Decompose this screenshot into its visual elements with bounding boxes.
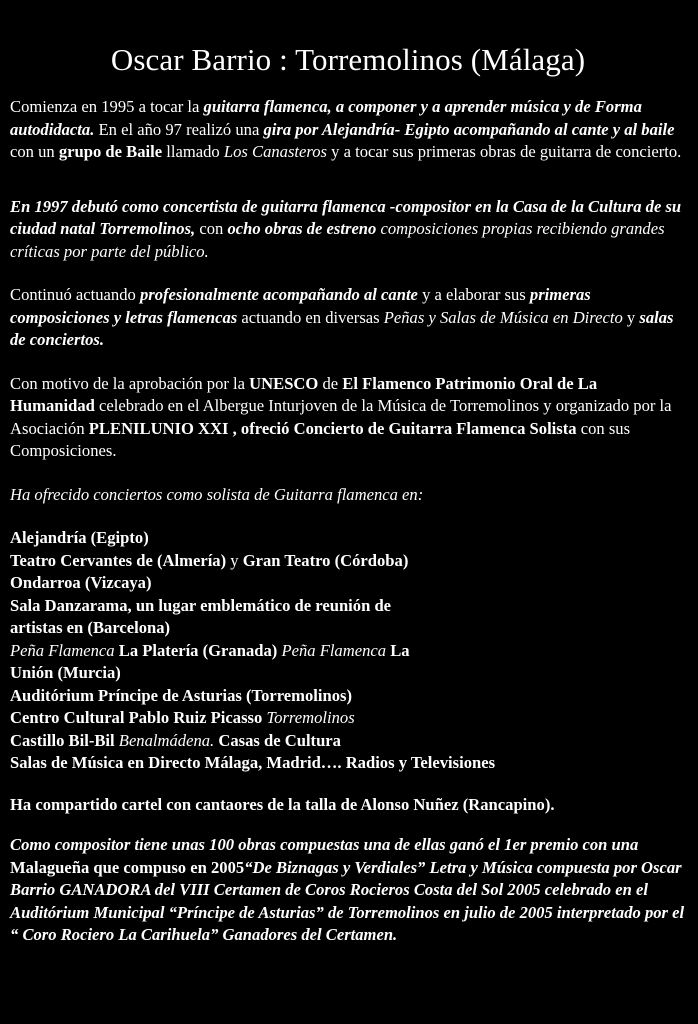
venue-name: Ondarroa (Vizcaya) bbox=[10, 573, 152, 592]
venue-name: Gran Teatro (Córdoba) bbox=[242, 550, 409, 570]
venue-line bbox=[10, 527, 686, 550]
paragraph-shared-bill bbox=[10, 794, 686, 817]
emphasis-span: El Flamenco Patrimonio Oral de La Humanidad bbox=[10, 373, 598, 415]
venue-name: Teatro Cervantes de (Almería) bbox=[10, 550, 227, 570]
venue-line bbox=[10, 595, 686, 618]
venue-line bbox=[10, 572, 686, 595]
emphasis-span: grupo de Baile bbox=[58, 142, 163, 161]
venue-name: Alejandría (Egipto) bbox=[10, 528, 149, 547]
biography-body bbox=[10, 96, 686, 947]
emphasis-span: UNESCO bbox=[249, 373, 319, 393]
venue-name: Sala Danzarama, un lugar emblemático de reunión de bbox=[10, 595, 392, 615]
venue-line bbox=[10, 662, 686, 685]
venue-name: La Platería (Granada) bbox=[118, 640, 278, 660]
venue-line bbox=[10, 707, 686, 730]
emphasis-span: Malagueña que compuso en 2005 bbox=[10, 857, 245, 877]
text-span: En el año 97 realizó una bbox=[94, 119, 264, 139]
emphasis-span: gira por Alejandría- Egipto acompañando al cante y al baile bbox=[263, 119, 675, 139]
paragraph-concerts-intro bbox=[10, 484, 686, 507]
venue-line bbox=[10, 730, 686, 753]
venue-line bbox=[10, 640, 686, 663]
emphasis-span: salas de conciertos. bbox=[10, 307, 674, 349]
text-span: con un bbox=[10, 142, 59, 161]
venue-line bbox=[10, 685, 686, 708]
italic-span: Benalmádena. bbox=[114, 730, 215, 750]
text-span: de bbox=[318, 373, 343, 393]
venue-name: Centro Cultural Pablo Ruiz Picasso bbox=[10, 708, 263, 727]
text-span: y a tocar sus primeras obras de guitarra de concierto. bbox=[327, 142, 682, 161]
text-span: y bbox=[226, 550, 243, 570]
paragraph-professional bbox=[10, 284, 686, 352]
venue-name: artistas en (Barcelona) bbox=[10, 618, 171, 637]
text-span: con bbox=[195, 219, 228, 238]
emphasis-span: primeras composiciones y letras flamencas bbox=[10, 285, 591, 327]
italic-span: Peña Flamenca bbox=[10, 640, 119, 660]
venue-name: La bbox=[390, 640, 410, 660]
paragraph-debut bbox=[10, 196, 686, 264]
venue-name: Casas de Cultura bbox=[214, 730, 341, 750]
text-span: y bbox=[622, 307, 640, 327]
emphasis-span: Los Canasteros bbox=[223, 142, 327, 161]
venue-line bbox=[10, 550, 686, 573]
text-span: y a elaborar sus bbox=[417, 285, 530, 304]
venue-name: Salas de Música en Directo Málaga, Madrid…. Radios y Televisiones bbox=[10, 753, 496, 772]
italic-span: Peñas y Salas de Música en Directo bbox=[383, 307, 623, 327]
italic-span: Ha ofrecido conciertos como solista de Guitarra flamenca en: bbox=[10, 484, 424, 504]
venue-line bbox=[10, 752, 686, 775]
paragraph-early-career bbox=[10, 96, 686, 164]
text-span: Con motivo de la aprobación por la bbox=[10, 373, 250, 393]
paragraph-composer bbox=[10, 834, 686, 947]
page-title: Oscar Barrio : Torremolinos (Málaga) bbox=[110, 42, 586, 77]
paragraph-unesco bbox=[10, 373, 686, 463]
text-span: Comienza en 1995 a tocar la bbox=[10, 97, 204, 116]
venues-list bbox=[10, 527, 686, 775]
venue-name: Castillo Bil-Bil bbox=[10, 730, 115, 750]
emphasis-span: profesionalmente acompañando al cante bbox=[139, 285, 418, 304]
emphasis-span: Como compositor tiene unas 100 obras compuestas una de ellas ganó el 1er premio con una bbox=[10, 835, 639, 854]
emphasis-span: PLENILUNIO XXI , ofreció Concierto de Guitarra Flamenca Solista bbox=[88, 418, 577, 438]
text-span: celebrado en el Albergue Inturjoven de la Música de Torremolinos y organizado por la Asociación bbox=[10, 396, 672, 438]
italic-span: composiciones propias recibiendo grandes críticas por parte del público. bbox=[10, 219, 665, 261]
emphasis-span: En 1997 debutó como concertista de guitarra flamenca -compositor en la Casa de la Cultura de su ciudad natal Torremolinos, bbox=[10, 196, 682, 238]
italic-span: Torremolinos bbox=[262, 708, 355, 727]
text-span: con sus Composiciones. bbox=[10, 418, 631, 460]
emphasis-span: “De Biznagas y Verdiales” Letra y Música compuesta por Oscar Barrio GANADORA del VIII Certamen de Coros Rocieros Costa del Sol 2005 celebrado en el Auditórium Municipal “Príncipe de Asturias” de Torremolinos en julio de 2005 interpretado por el “ Coro Rociero La Carihuela” Ganadores del Certamen. bbox=[10, 857, 685, 944]
text-span: llamado bbox=[162, 142, 224, 161]
text-span: actuando en diversas bbox=[237, 307, 384, 327]
venue-line bbox=[10, 617, 686, 640]
emphasis-span: ocho obras de estreno bbox=[227, 219, 377, 238]
text-span: Continuó actuando bbox=[10, 285, 140, 304]
venue-name: Auditórium Príncipe de Asturias (Torremolinos) bbox=[10, 685, 353, 705]
emphasis-span: Ha compartido cartel con cantaores de la talla de Alonso Nuñez (Rancapino). bbox=[10, 794, 555, 814]
venue-name: Unión (Murcia) bbox=[10, 663, 121, 682]
emphasis-span: guitarra flamenca, a componer y a aprender música y de Forma autodidacta. bbox=[10, 97, 642, 139]
italic-span: Peña Flamenca bbox=[277, 640, 391, 660]
